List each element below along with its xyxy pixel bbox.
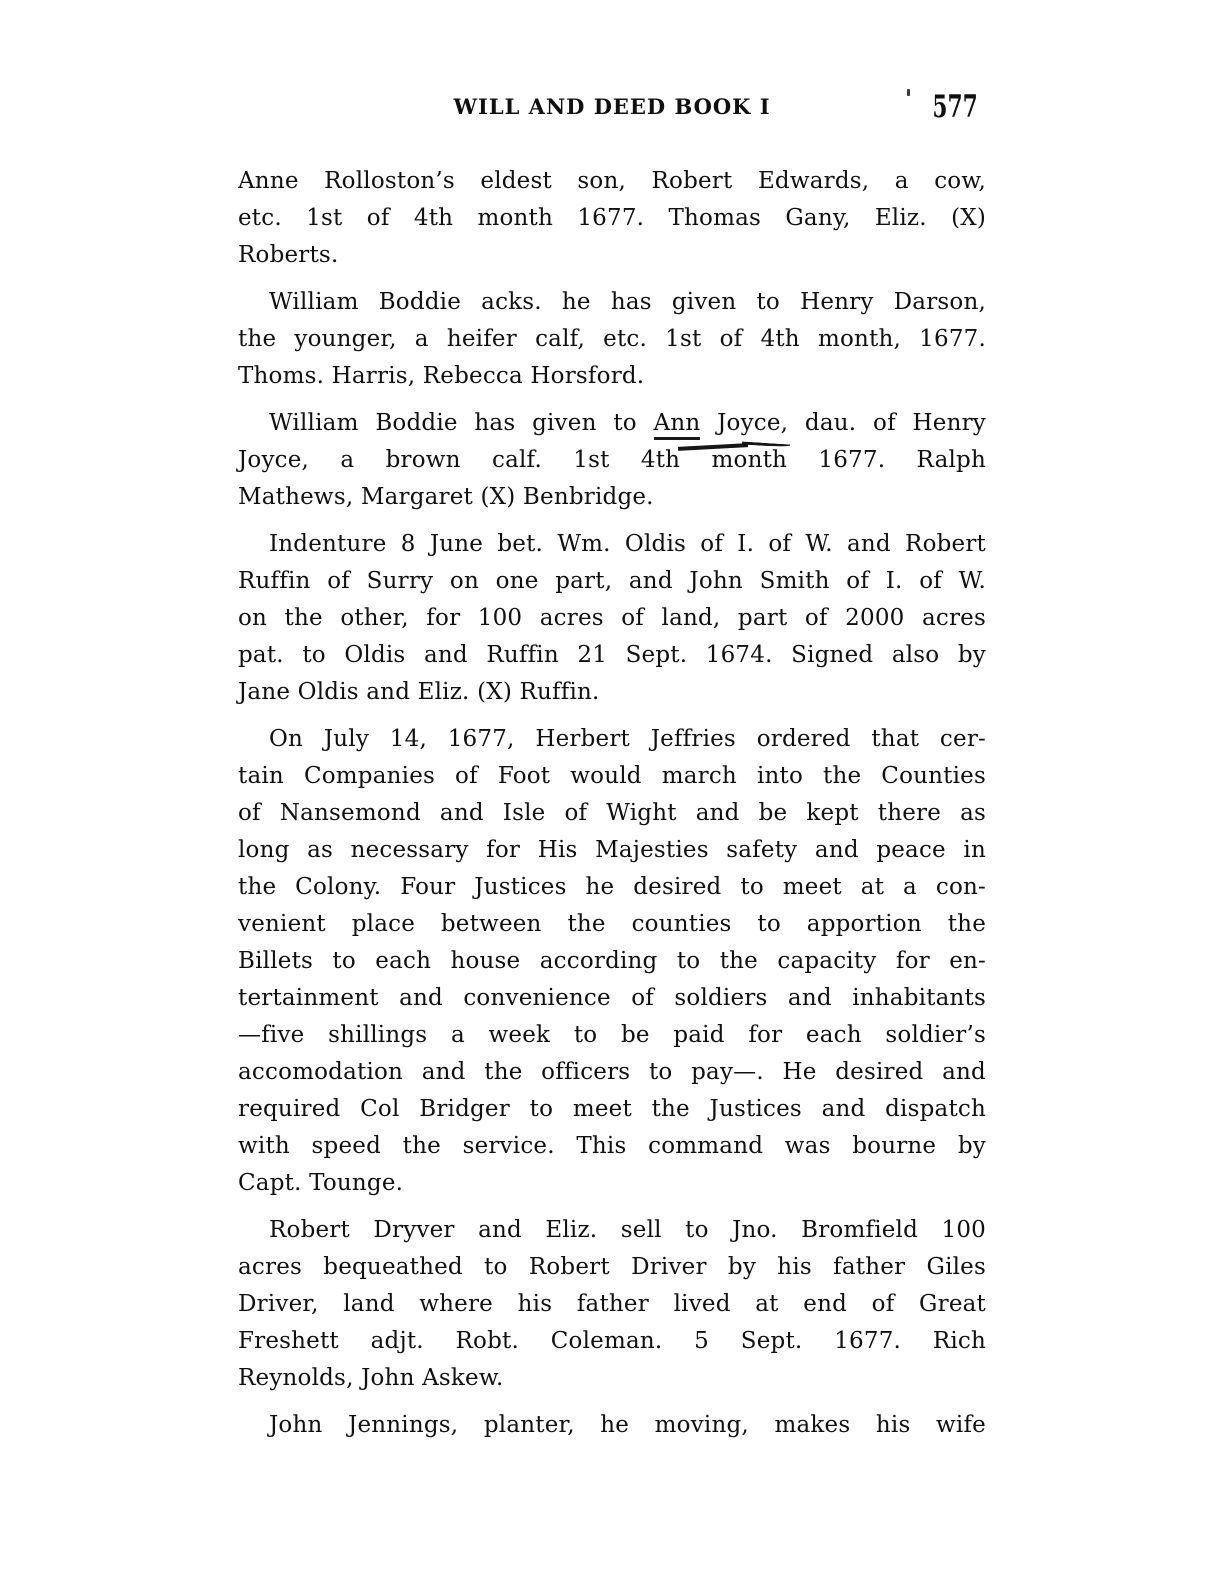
text-line: Freshett adjt. Robt. Coleman. 5 Sept. 1677. Rich xyxy=(238,1328,986,1354)
text-line: William Boddie has given to Ann Joyce, dau. of Henry xyxy=(238,405,986,442)
pen-overline-mark: month xyxy=(711,447,788,473)
text-block xyxy=(238,163,986,1454)
text-line: with speed the service. This command was bourne by xyxy=(238,1133,986,1159)
text-line: the Colony. Four Justices he desired to meet at a con- xyxy=(238,874,986,900)
paragraph xyxy=(238,1407,986,1444)
text-line: Billets to each house according to the capacity for en- xyxy=(238,948,986,974)
text-line: Indenture 8 June bet. Wm. Oldis of I. of W. and Robert xyxy=(269,531,986,557)
text-line: pat. to Oldis and Ruffin 21 Sept. 1674. Signed also by xyxy=(238,642,986,668)
text-line: Robert Dryver and Eliz. sell to Jno. Bromfield 100 xyxy=(269,1217,986,1243)
pen-underline-mark: Ann xyxy=(654,410,701,440)
text-line: venient place between the counties to apportion the xyxy=(238,911,986,937)
text-line: the younger, a heifer calf, etc. 1st of 4th month, 1677. xyxy=(238,326,986,352)
running-title: WILL AND DEED BOOK I xyxy=(453,94,771,119)
text-line: required Col Bridger to meet the Justices and dispatch xyxy=(238,1096,986,1122)
text-line: On July 14, 1677, Herbert Jeffries ordered that cer- xyxy=(269,726,986,752)
text-line: Ruffin of Surry on one part, and John Smith of I. of W. xyxy=(238,568,986,594)
paragraph xyxy=(238,405,986,516)
text-line: acres bequeathed to Robert Driver by his father Giles xyxy=(238,1254,986,1280)
text-line: Mathews, Margaret (X) Benbridge. xyxy=(238,484,654,510)
text-line: —five shillings a week to be paid for each soldier’s xyxy=(238,1022,986,1048)
paragraph xyxy=(238,284,986,395)
paragraph xyxy=(238,163,986,274)
text-line: John Jennings, planter, he moving, makes his wife xyxy=(269,1412,986,1438)
text-line: on the other, for 100 acres of land, part of 2000 acres xyxy=(238,605,986,631)
paragraph xyxy=(238,526,986,711)
paragraph xyxy=(238,1212,986,1397)
text-line: Joyce, a brown calf. 1st 4th month 1677. Ralph xyxy=(238,447,986,473)
paragraph xyxy=(238,721,986,1202)
text-line: Reynolds, John Askew. xyxy=(238,1365,504,1391)
page-header xyxy=(238,89,986,126)
text-line: Roberts. xyxy=(238,242,339,268)
text-line: Anne Rolloston’s eldest son, Robert Edwards, a cow, xyxy=(238,168,986,194)
text-line: Jane Oldis and Eliz. (X) Ruffin. xyxy=(238,679,600,705)
text-line: Capt. Tounge. xyxy=(238,1170,404,1196)
text-line: Thoms. Harris, Rebecca Horsford. xyxy=(238,363,645,389)
text-line: Driver, land where his father lived at end of Great xyxy=(238,1291,986,1317)
text-line: William Boddie acks. he has given to Henry Darson, xyxy=(269,289,986,315)
text-line: of Nansemond and Isle of Wight and be kept there as xyxy=(238,800,986,826)
text-line: accomodation and the officers to pay—. He desired and xyxy=(238,1059,986,1085)
text-line: tertainment and convenience of soldiers and inhabitants xyxy=(238,985,986,1011)
page-number: 577 xyxy=(932,89,978,125)
text-line: etc. 1st of 4th month 1677. Thomas Gany, Eliz. (X) xyxy=(238,205,986,231)
text-line: long as necessary for His Majesties safety and peace in xyxy=(238,837,986,863)
text-line: tain Companies of Foot would march into the Counties xyxy=(238,763,986,789)
